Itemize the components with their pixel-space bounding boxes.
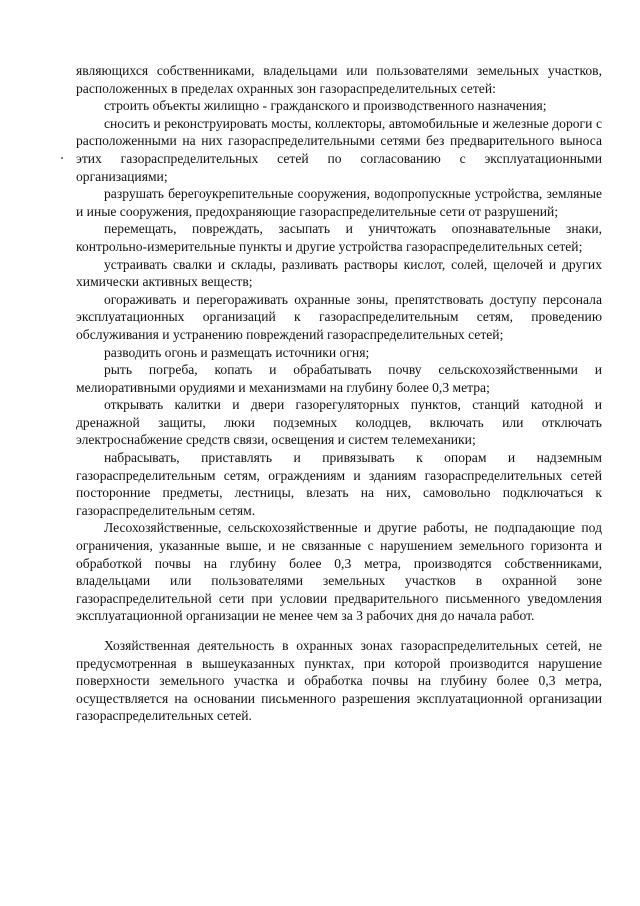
paragraph-item: открывать калитки и двери газорегуляторных пунктов, станций катодной и дренажной защиты, люки подземных колодцев, включать или отключать электроснабжение средств связи, освещения и систем телемеханики; [76, 397, 602, 448]
scan-speck [61, 157, 63, 159]
paragraph-item: разводить огонь и размещать источники огня; [104, 344, 370, 360]
paragraph-item: разрушать берегоукрепительные сооружения, водопропускные устройства, земляные и иные сооружения, предохраняющие газораспределительные сети от разрушений; [76, 186, 602, 219]
paragraph-economic-activity: Хозяйственная деятельность в охранных зонах газораспределительных сетей, не предусмотренная в вышеуказанных пунктах, при которой производится нарушение поверхности земельного участка и обработка почвы на глубину более 0,3 метра, осуществляется на основании письменного разрешения эксплуатационной организации газораспределительных сетей. [76, 638, 602, 724]
paragraph-item: огораживать и перегораживать охранные зоны, препятствовать доступу персонала эксплуатационных организаций к газораспределительным сетям, проведению обслуживания и устранению повреждений газораспределительных сетей; [76, 291, 602, 342]
document-body [76, 62, 602, 725]
paragraph-item: строить объекты жилищно - гражданского и производственного назначения; [104, 98, 547, 114]
paragraph-item: перемещать, повреждать, засыпать и уничтожать опознавательные знаки, контрольно-измерительные пункты и другие устройства газораспределительных сетей; [76, 221, 602, 254]
paragraph-item: набрасывать, приставлять и привязывать к опорам и надземным газораспределительным сетям, ограждениям и зданиям газораспределительных сетей посторонние предметы, лестницы, влезать на них, самовольно подключаться к газораспределительным сетям. [76, 450, 602, 518]
paragraph-item: сносить и реконструировать мосты, коллекторы, автомобильные и железные дороги с расположенными на них газораспределительными сетями без предварительного выноса этих газораспределительных сетей по согласованию с эксплуатационными организациями; [76, 115, 602, 184]
paragraph-item: устраивать свалки и склады, разливать растворы кислот, солей, щелочей и других химически активных веществ; [76, 256, 602, 290]
paragraph-forestry-works: Лесохозяйственные, сельскохозяйственные и другие работы, не подпадающие под ограничения, указанные выше, и не связанные с нарушением земельного горизонта и обработкой почвы на глубину более 0,3 метра, производятся собственниками, владельцами или пользователями земельных участков в охранной зоне газораспределительной сети при условии предварительного письменного уведомления эксплуатационной организации не менее чем за 3 рабочих дня до начала работ. [76, 520, 602, 624]
paragraph-item: рыть погреба, копать и обрабатывать почву сельскохозяйственными и мелиоративными орудиями и механизмами на глубину более 0,3 метра; [76, 362, 602, 395]
paragraph-intro: являющихся собственниками, владельцами или пользователями земельных участков, расположенных в пределах охранных зон газораспределительных сетей: [76, 63, 602, 96]
